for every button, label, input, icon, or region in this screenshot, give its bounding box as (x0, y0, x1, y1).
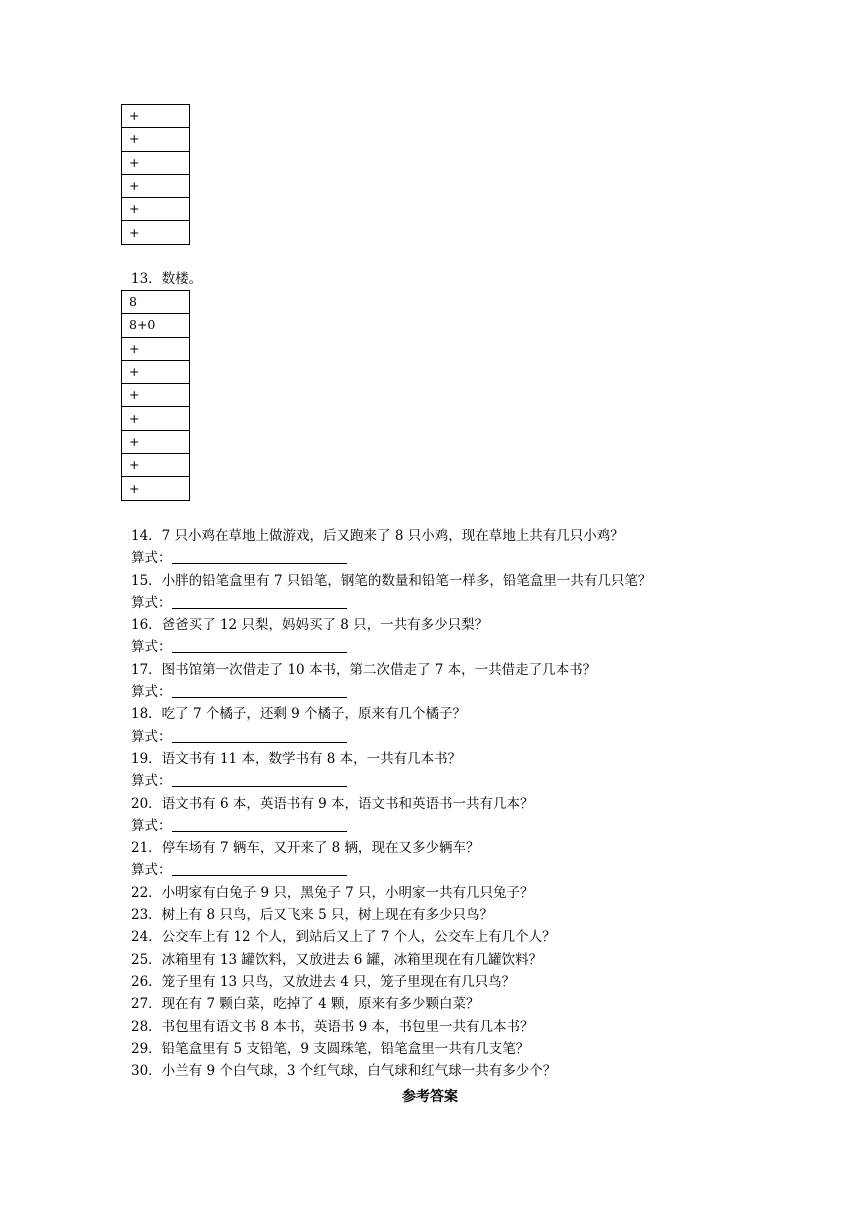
problem-30: 30．小兰有 9 个白气球，3 个红气球，白气球和红气球一共有多少个？ (131, 1063, 557, 1080)
answer-blank[interactable] (172, 728, 347, 743)
grid-row (122, 407, 190, 430)
grid-row (122, 337, 190, 360)
answer-blank[interactable] (172, 638, 347, 653)
problem-15: 15．小胖的铅笔盒里有 7 只铅笔，钢笔的数量和铅笔一样多，铅笔盒里一共有几只笔？ (131, 572, 652, 589)
formula-label: 算式： (131, 728, 172, 745)
grid-cell: + (122, 128, 190, 151)
formula-line-18 (131, 726, 831, 748)
problem-28: 28．书包里有语文书 8 本书，英语书 9 本，书包里一共有几本书？ (131, 1018, 534, 1035)
problem-29: 29．铅笔盒里有 5 支铅笔，9 支圆珠笔，铅笔盒里一共有几支笔？ (131, 1040, 530, 1057)
answer-blank[interactable] (172, 549, 347, 564)
grid-cell: + (122, 477, 190, 500)
grid-row (122, 174, 190, 197)
grid-row (122, 384, 190, 407)
answer-blank[interactable] (172, 772, 347, 787)
answer-key-title: 参考答案 (402, 1089, 458, 1105)
answer-blank[interactable] (172, 817, 347, 832)
formula-label: 算式： (131, 594, 172, 611)
formula-line-17 (131, 681, 831, 703)
problem-21: 21．停车场有 7 辆车，又开来了 8 辆，现在又多少辆车？ (131, 840, 480, 857)
grid-cell: 8 (122, 291, 190, 314)
grid-cell: + (122, 337, 190, 360)
grid-cell: + (122, 454, 190, 477)
formula-line-20 (131, 815, 831, 837)
grid-row (122, 314, 190, 337)
grid-cell: + (122, 430, 190, 453)
formula-line-14 (131, 547, 831, 569)
answer-blank[interactable] (172, 861, 347, 876)
formula-label: 算式： (131, 817, 172, 834)
formula-line-15 (131, 592, 831, 614)
grid-cell: + (122, 221, 190, 244)
formula-line-19 (131, 770, 831, 792)
grid-row (122, 454, 190, 477)
grid-cell: + (122, 384, 190, 407)
grid-cell: + (122, 151, 190, 174)
problem-26: 26．笼子里有 13 只鸟，又放进去 4 只，笼子里现在有几只鸟？ (131, 973, 516, 990)
grid-row (122, 477, 190, 500)
grid-cell: + (122, 198, 190, 221)
problem-14: 14．7 只小鸡在草地上做游戏，后又跑来了 8 只小鸡，现在草地上共有几只小鸡？ (131, 528, 624, 544)
grid-cell: + (122, 407, 190, 430)
problem-18: 18．吃了 7 个橘子，还剩 9 个橘子，原来有几个橘子？ (131, 706, 467, 723)
grid-row (122, 221, 190, 244)
grid-row (122, 360, 190, 383)
formula-line-16 (131, 636, 831, 658)
number-building-grid (121, 290, 190, 501)
problem-16: 16．爸爸买了 12 只梨，妈妈买了 8 只，一共有多少只梨？ (131, 617, 489, 634)
grid-row (122, 151, 190, 174)
problem-24: 24．公交车上有 12 个人，到站后又上了 7 个人，公交车上有几个人？ (131, 929, 556, 946)
grid-cell: + (122, 360, 190, 383)
formula-label: 算式： (131, 773, 172, 790)
grid-row (122, 430, 190, 453)
word-problems-list (131, 525, 831, 1082)
formula-label: 算式： (131, 639, 172, 656)
grid-row (122, 128, 190, 151)
formula-line-21 (131, 859, 831, 881)
grid-row (122, 291, 190, 314)
problem-19: 19．语文书有 11 本，数学书有 8 本，一共有几本书？ (131, 750, 462, 767)
formula-label: 算式： (131, 684, 172, 701)
problem-23: 23．树上有 8 只鸟，后又飞来 5 只，树上现在有多少只鸟？ (131, 907, 494, 924)
answer-blank[interactable] (172, 594, 347, 609)
problem-25: 25．冰箱里有 13 罐饮料，又放进去 6 罐，冰箱里现在有几罐饮料？ (131, 951, 543, 968)
problem-22: 22．小明家有白兔子 9 只，黑兔子 7 只，小明家一共有几只兔子？ (131, 884, 534, 901)
formula-label: 算式： (131, 550, 172, 567)
grid-row (122, 198, 190, 221)
problem-17: 17．图书馆第一次借走了 10 本书，第二次借走了 7 本，一共借走了几本书？ (131, 661, 597, 678)
grid-cell: + (122, 174, 190, 197)
problem-27: 27．现在有 7 颗白菜，吃掉了 4 颗，原来有多少颗白菜？ (131, 996, 480, 1013)
grid-row (122, 105, 190, 128)
addition-grid-top (121, 104, 190, 245)
formula-label: 算式： (131, 862, 172, 879)
grid-cell: 8+0 (122, 314, 190, 337)
answer-blank[interactable] (172, 683, 347, 698)
question-13-heading: 13．数楼。 (131, 271, 203, 287)
grid-cell: + (122, 105, 190, 128)
problem-20: 20．语文书有 6 本，英语书有 9 本，语文书和英语书一共有几本？ (131, 795, 534, 812)
